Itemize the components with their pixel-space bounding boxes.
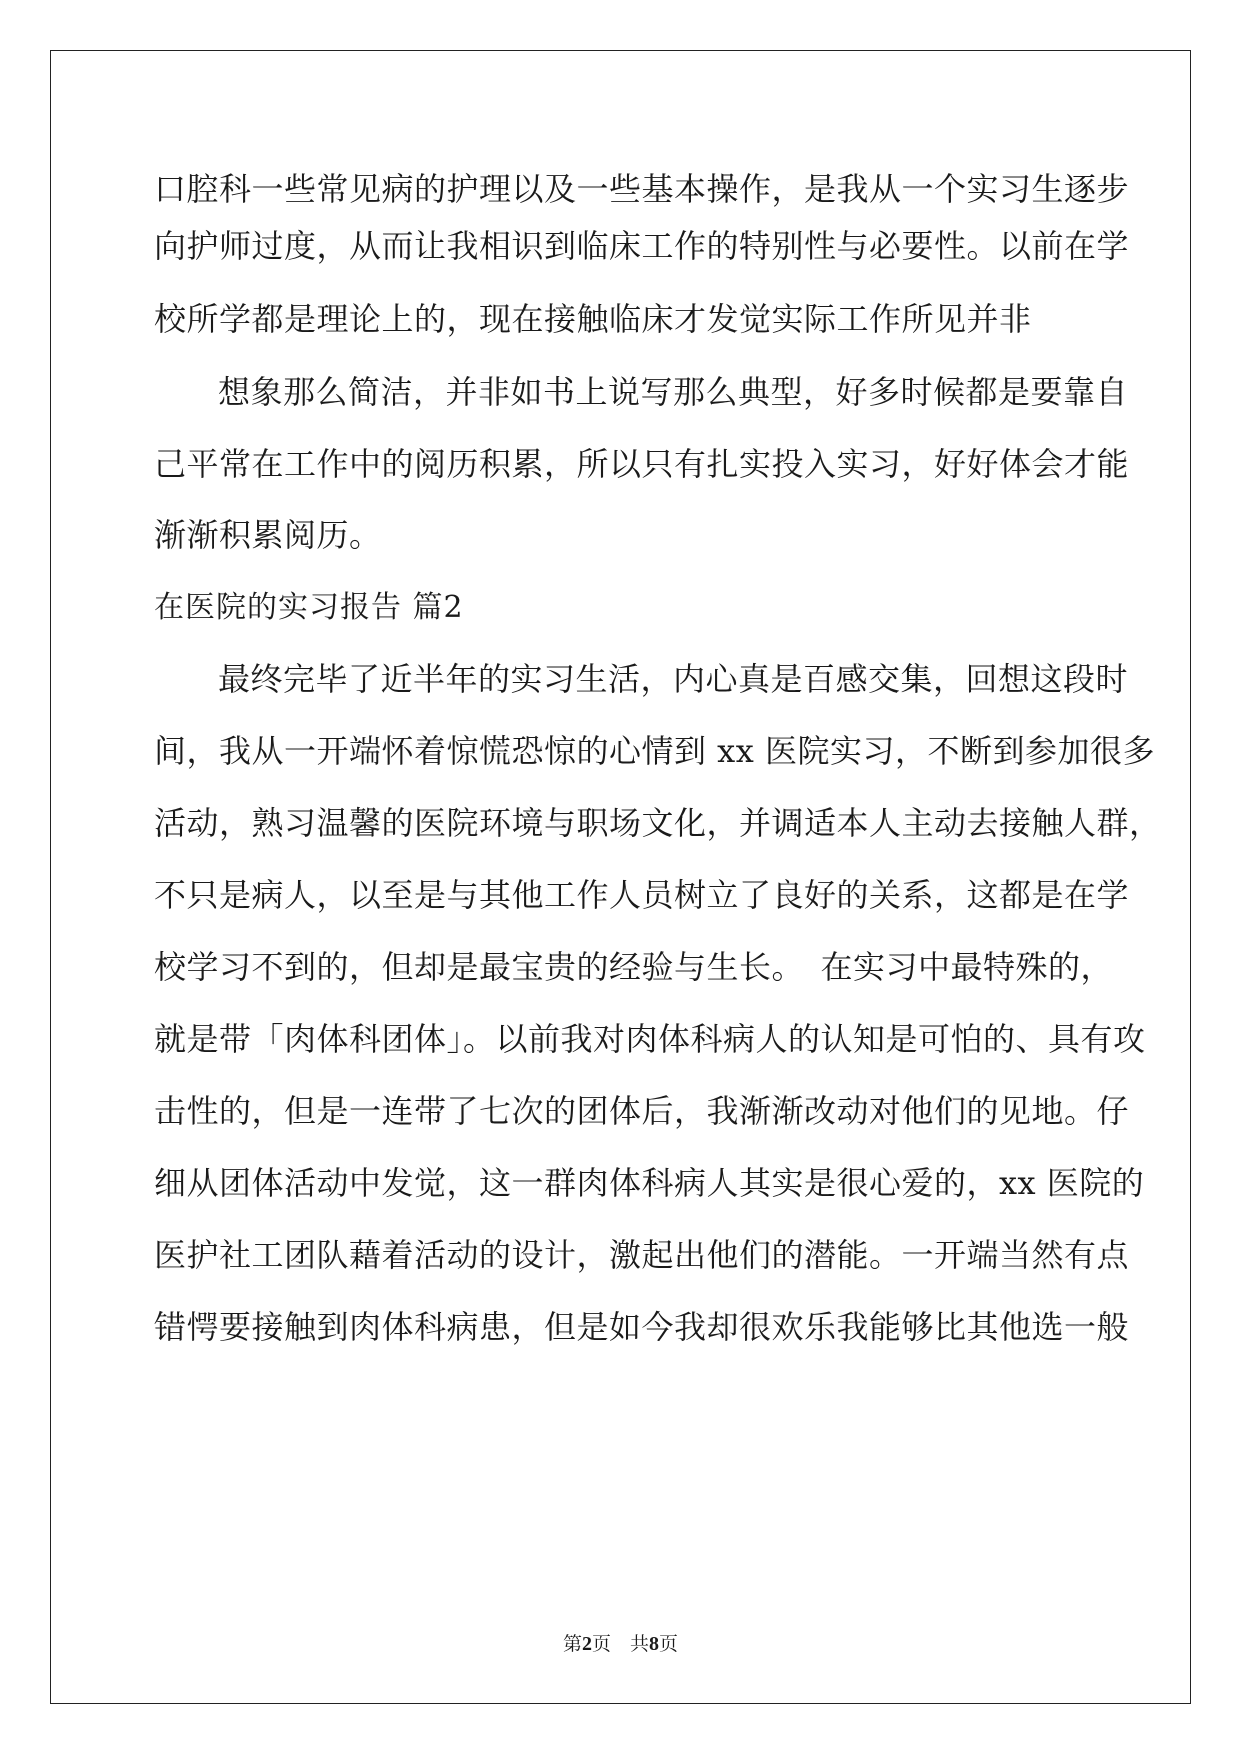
footer-page-mid: 页 共 — [591, 1633, 649, 1655]
body-line-15: 医护社工团队藉着活动的设计，激起出他们的潜能。一开端当然有点 — [154, 1236, 1130, 1274]
page-footer — [0, 1632, 1241, 1656]
footer-total-pages: 8 — [649, 1633, 659, 1655]
body-line-8: 间，我从一开端怀着惊慌恐惊的心情到 xx 医院实习，不断到参加很多 — [154, 732, 1155, 770]
body-line-14: 细从团体活动中发觉，这一群肉体科病人其实是很心爱的，xx 医院的 — [154, 1164, 1145, 1202]
body-line-10: 不只是病人，以至是与其他工作人员树立了良好的关系，这都是在学 — [154, 876, 1130, 914]
body-line-12: 就是带「肉体科团体」。以前我对肉体科病人的认知是可怕的、具有攻 — [154, 1020, 1146, 1058]
footer-page-suffix: 页 — [659, 1633, 679, 1655]
body-line-3: 校所学都是理论上的，现在接触临床才发觉实际工作所见并非 — [154, 300, 1032, 338]
body-line-1: 口腔科一些常见病的护理以及一些基本操作，是我从一个实习生逐步 — [154, 170, 1130, 208]
body-line-6: 渐渐积累阅历。 — [154, 516, 382, 554]
body-line-9: 活动，熟习温馨的医院环境与职场文化，并调适本人主动去接触人群， — [154, 804, 1162, 842]
section-heading: 在医院的实习报告 篇2 — [154, 590, 464, 625]
body-line-2: 向护师过度，从而让我相识到临床工作的特别性与必要性。以前在学 — [154, 227, 1130, 265]
footer-page-prefix: 第 — [562, 1633, 582, 1655]
body-line-16: 错愕要接触到肉体科病患，但是如今我却很欢乐我能够比其他选一般 — [154, 1308, 1130, 1346]
body-line-5: 己平常在工作中的阅历积累，所以只有扎实投入实习，好好体会才能 — [154, 445, 1130, 483]
body-line-4: 想象那么简洁，并非如书上说写那么典型，好多时候都是要靠自 — [218, 373, 1129, 411]
body-line-13: 击性的，但是一连带了七次的团体后，我渐渐改动对他们的见地。仔 — [154, 1092, 1130, 1130]
body-line-7: 最终完毕了近半年的实习生活，内心真是百感交集，回想这段时 — [218, 660, 1129, 698]
body-line-11: 校学习不到的，但却是最宝贵的经验与生长。 在实习中最特殊的， — [154, 948, 1114, 986]
footer-current-page: 2 — [581, 1633, 592, 1655]
